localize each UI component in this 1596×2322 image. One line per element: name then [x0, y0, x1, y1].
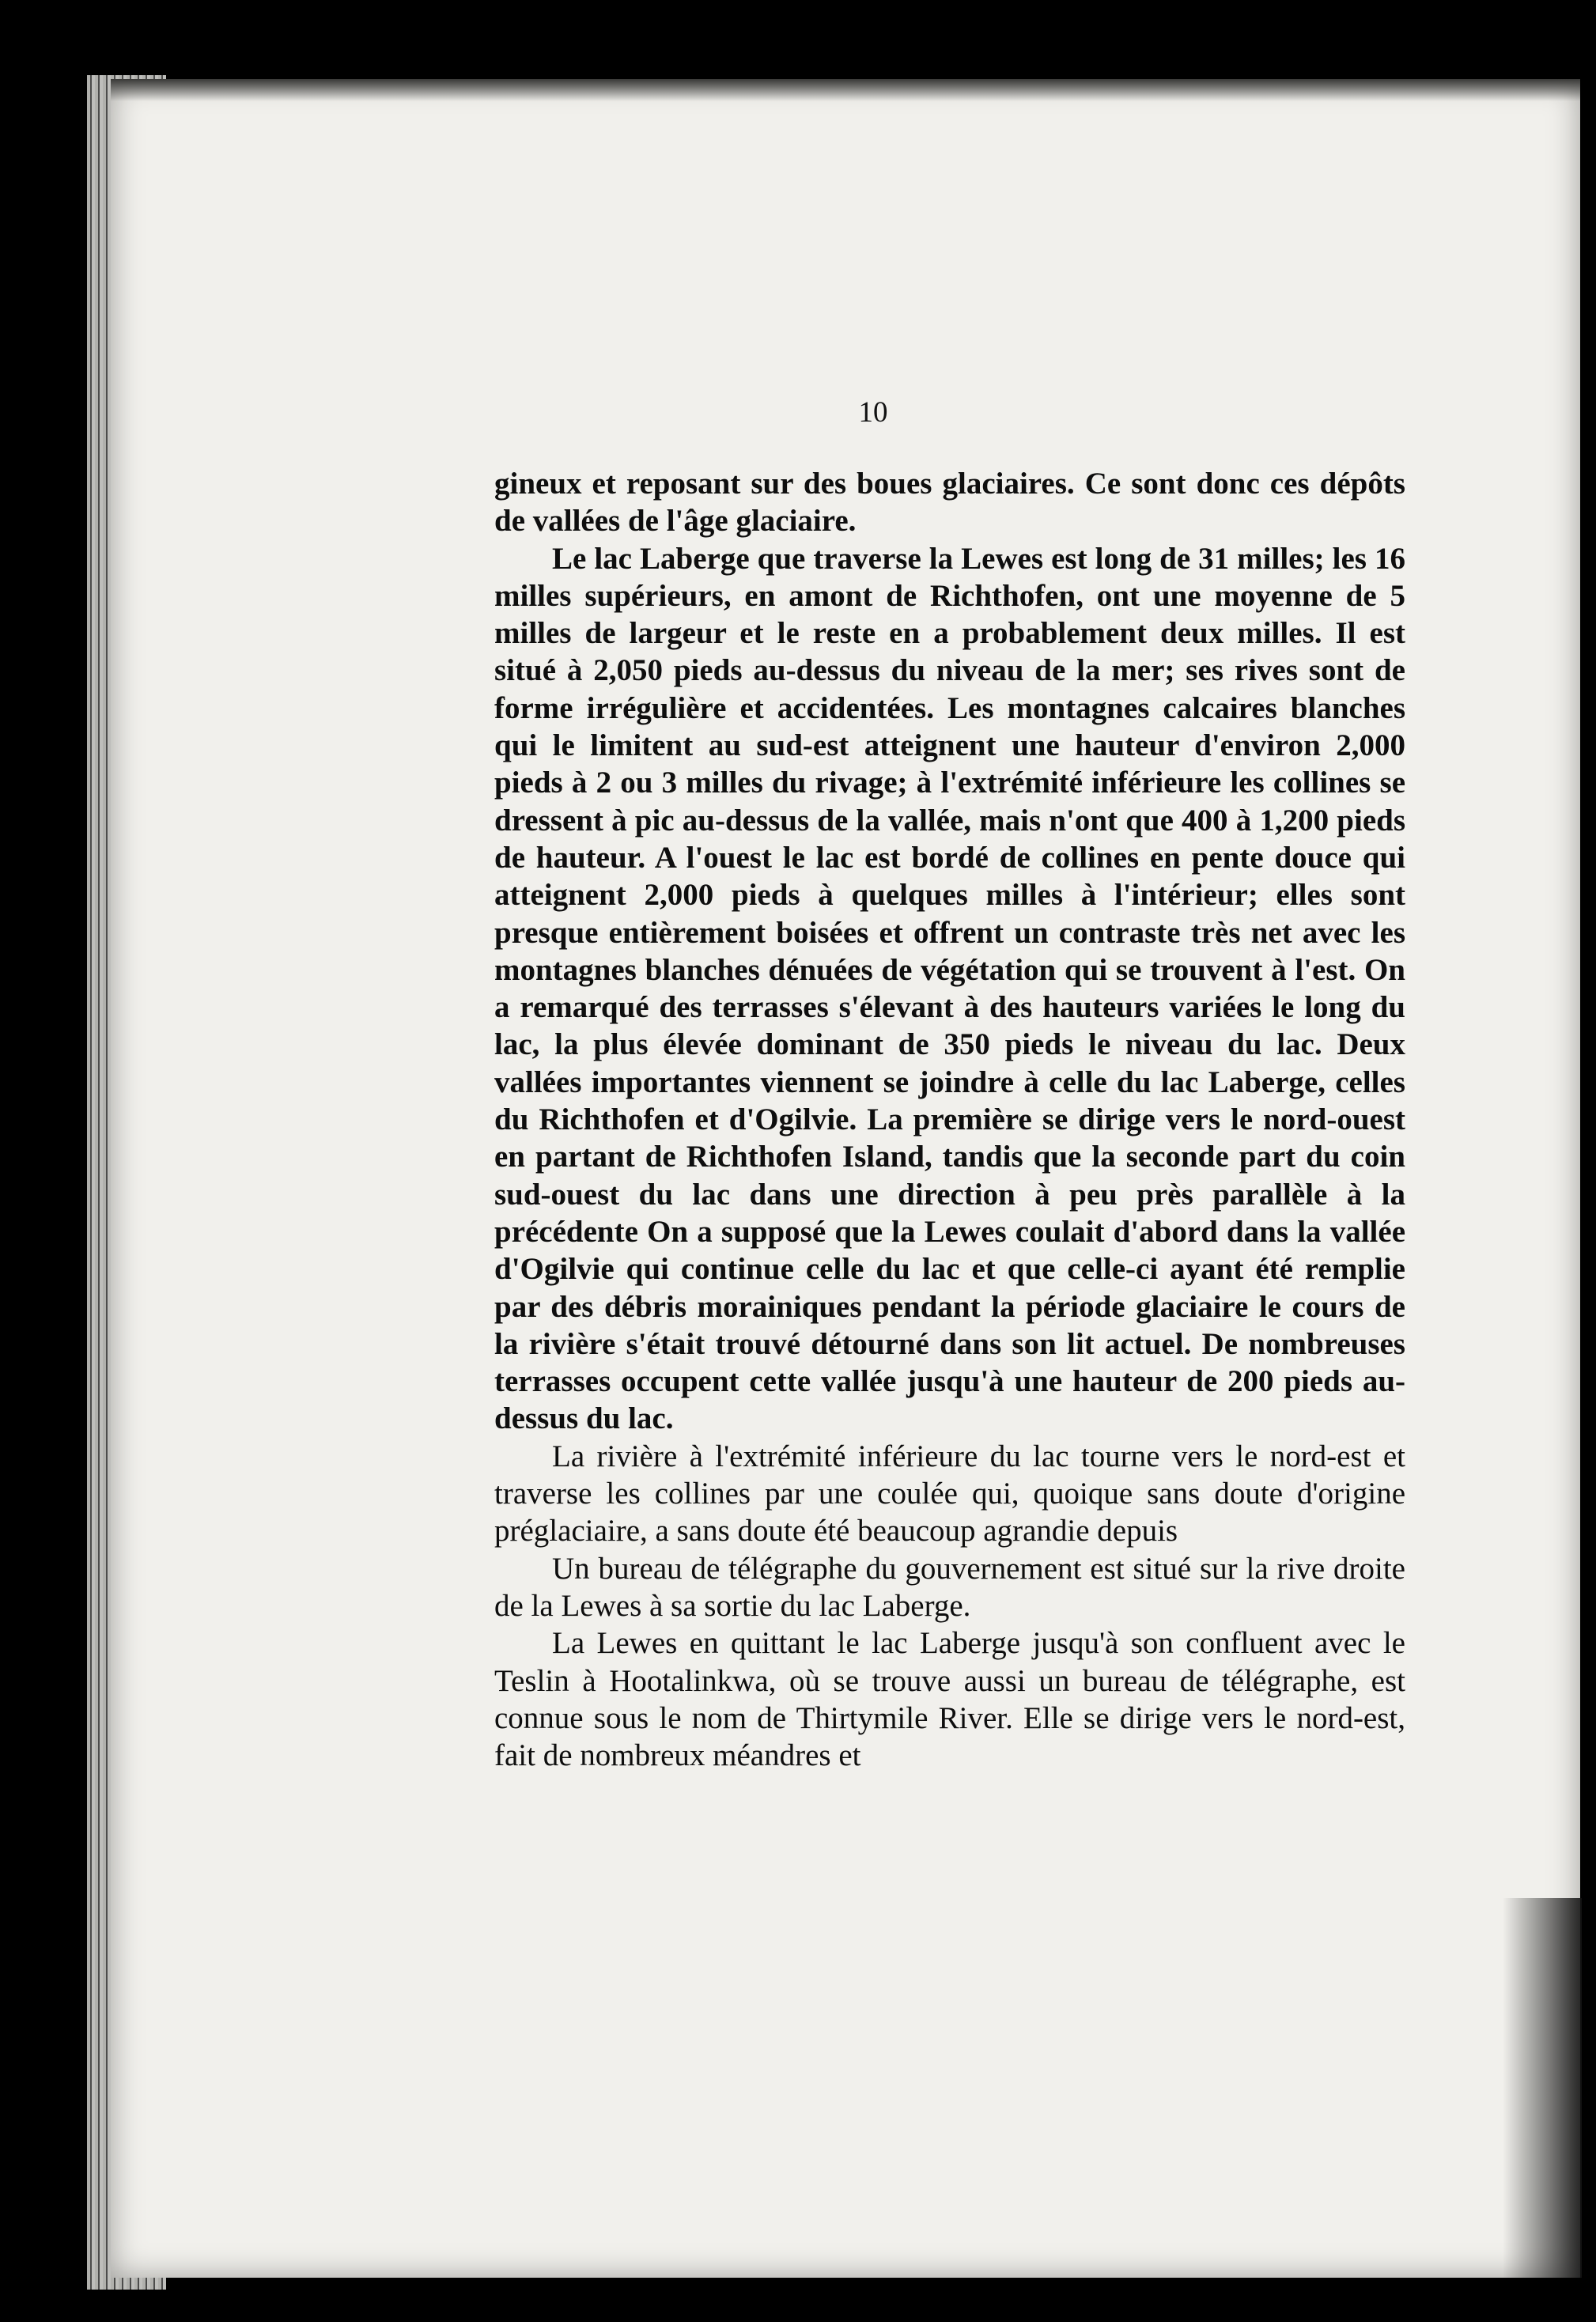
paragraph: gineux et reposant sur des boues glaciaires. Ce sont donc ces dépôts de vallées de l'âge glaciaire.: [494, 467, 1405, 539]
page-top-shadow: [111, 79, 1580, 101]
body-text: [494, 465, 1405, 1774]
page-corner-shadow: [1503, 1898, 1582, 2278]
paragraph: Le lac Laberge que traverse la Lewes est long de 31 milles; les 16 milles supérieurs, en amont de Richthofen, ont une moyenne de 5 milles de largeur et le reste en a probablement deux milles. Il est situé à 2,050 pieds au-dessus du niveau de la mer; ses rives sont de forme irrégulière et accidentées. Les montagnes calcaires blanches qui le limitent au sud-est atteignent une hauteur d'environ 2,000 pieds à 2 ou 3 milles du rivage; à l'extrémité inférieure les collines se dressent à pic au-dessus de la vallée, mais n'ont que 400 à 1,200 pieds de hauteur. A l'ouest le lac est bordé de collines en pente douce qui atteignent 2,000 pieds à quelques milles à l'intérieur; elles sont presque entièrement boisées et offrent un contraste très net avec les montagnes blanches dénuées de végétation qui se trouvent à l'est. On a remarqué des terrasses s'élevant à des hauteurs variées le long du lac, la plus élevée dominant de 350 pieds le niveau du lac. Deux vallées importantes viennent se joindre à celle du lac Laberge, celles du Richthofen et d'Ogilvie. La première se dirige vers le nord-ouest en partant de Richthofen Island, tandis que la seconde part du coin sud-ouest du lac dans une direction à peu près parallèle à la précédente On a supposé que la Lewes coulait d'abord dans la vallée d'Ogilvie qui continue celle du lac et que celle-ci ayant été remplie par des débris morainiques pendant la période glaciaire le cours de la rivière s'était trouvé détourné dans son lit actuel. De nombreuses terrasses occupent cette vallée jusqu'à une hauteur de 200 pieds au-dessus du lac.: [494, 541, 1405, 1436]
paragraph: Un bureau de télégraphe du gouvernement est situé sur la rive droite de la Lewes à sa sortie du lac Laberge.: [494, 1551, 1405, 1623]
page-number: 10: [858, 396, 888, 429]
paragraph: La rivière à l'extrémité inférieure du lac tourne vers le nord-est et traverse les collines par une coulée qui, quoique sans doute d'origine préglaciaire, a sans doute été beaucoup agrandie depuis: [494, 1439, 1405, 1549]
paragraph: La Lewes en quittant le lac Laberge jusqu'à son confluent avec le Teslin à Hootalinkwa, où se trouve aussi un bureau de télégraphe, est connue sous le nom de Thirtymile River. Elle se dirige vers le nord-est, fait de nombreux méandres et: [494, 1626, 1405, 1773]
